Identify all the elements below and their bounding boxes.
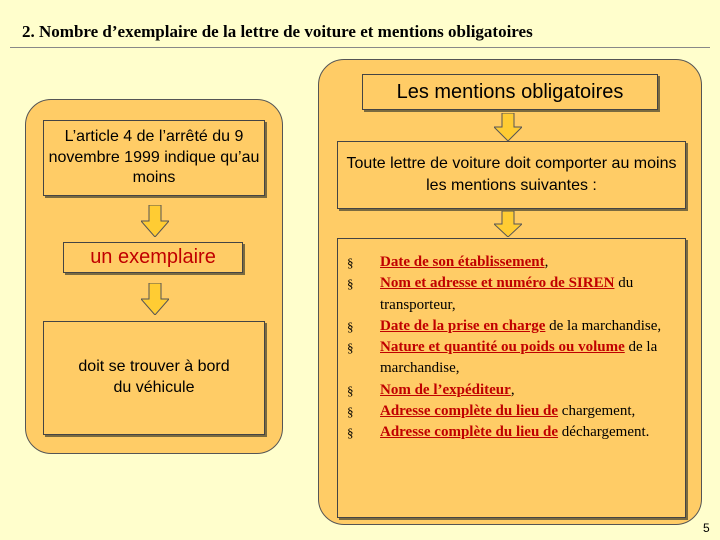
list-item: § Date de la prise en charge de la marchandise, [347,316,677,337]
bullet-icon: § [347,255,354,270]
exemplaire-box [63,242,243,273]
article-text: L’article 4 de l’arrêté du 9 novembre 1999 indique qu’au moins [48,127,260,187]
down-arrow-icon [141,205,169,237]
bullet-icon: § [347,318,354,334]
article-box [43,120,265,196]
intro-text: Toute lettre de voiture doit comporter au moins les mentions suivantes : [346,155,677,194]
bullet-icon: § [347,425,354,441]
bullet-icon: § [347,382,354,398]
mentions-heading-box [362,74,658,110]
slide-title: 2. Nombre d’exemplaire de la lettre de voiture et mentions obligatoires [22,22,533,41]
list-item: § Adresse complète du lieu de déchargement. [347,422,677,443]
bullet-icon: § [347,276,354,292]
mentions-heading: Les mentions obligatoires [396,80,624,103]
list-item: § Nature et quantité ou poids ou volume de la marchandise, [347,339,658,377]
list-item: § Nom et adresse et numéro de SIREN du transporteur, [347,275,634,313]
list-item: § Date de son établissement, [347,252,677,273]
bord-box [43,321,265,435]
list-item: § Adresse complète du lieu de chargement, [347,401,677,422]
bullet-icon: § [347,404,354,420]
down-arrow-icon [141,283,169,315]
title-divider [10,47,710,48]
exemplaire-text: un exemplaire [90,246,216,268]
bullet-icon: § [347,340,354,356]
page-number: 5 [703,521,710,535]
bord-text: doit se trouver à bord du véhicule [78,358,230,396]
down-arrow-icon [494,211,522,237]
list-item: § Nom de l’expéditeur, [347,380,677,401]
mentions-list [347,252,677,444]
intro-box [337,141,686,209]
down-arrow-icon [494,113,522,141]
